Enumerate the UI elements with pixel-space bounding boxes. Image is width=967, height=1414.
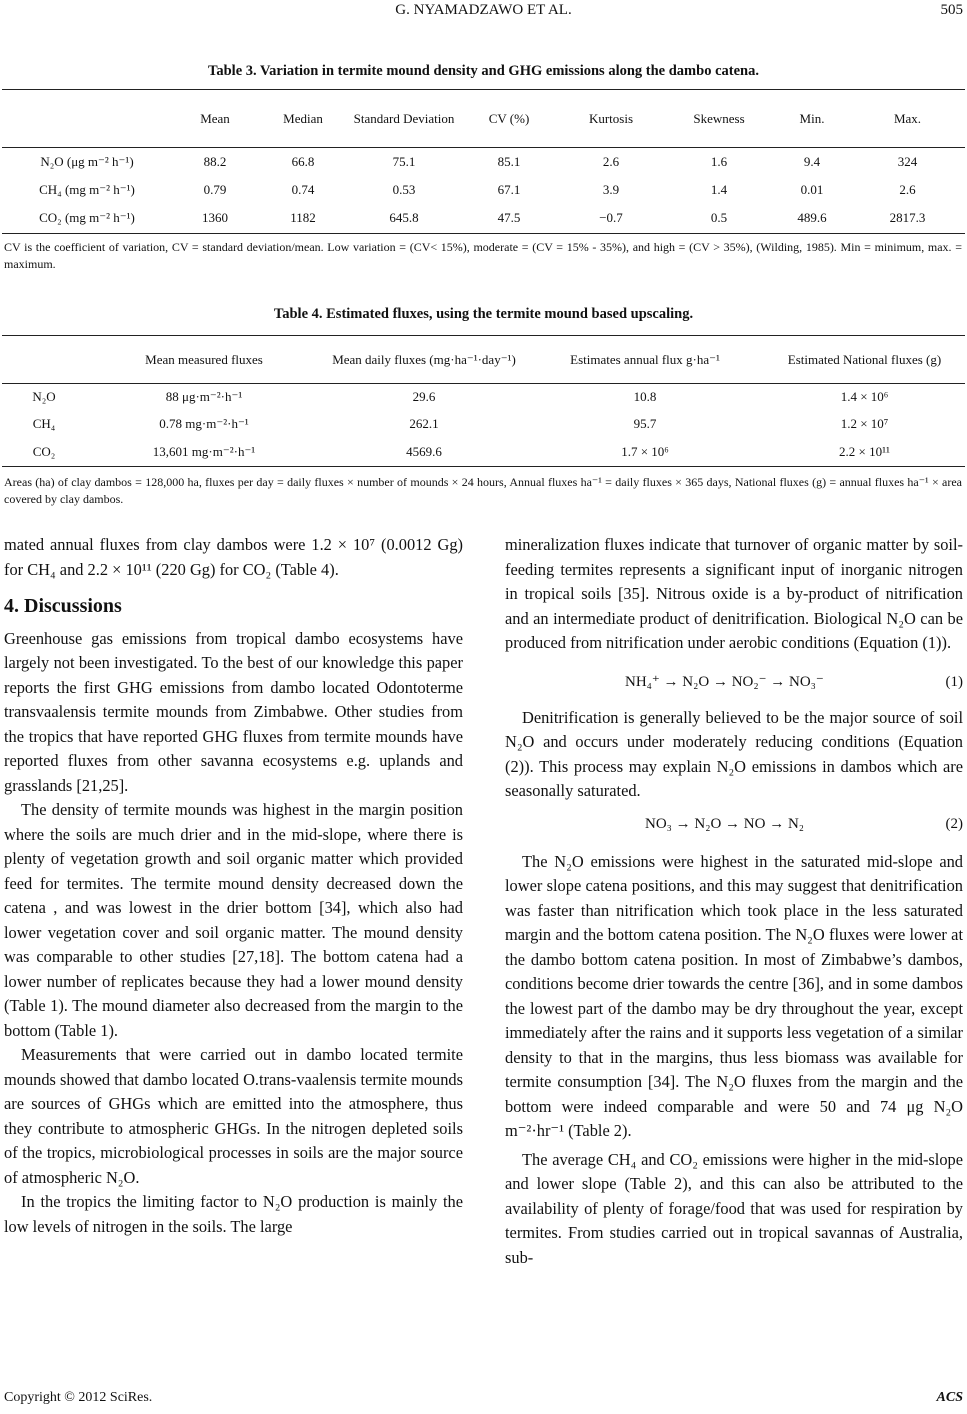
- table-cell: 0.53: [392, 181, 416, 197]
- row-label: CO₂ (mg m⁻² h⁻¹): [39, 210, 135, 226]
- table-cell: 1.6: [710, 153, 728, 169]
- table4-header-cell: Estimates annual flux g·ha⁻¹: [570, 351, 720, 367]
- equation-text: NO₃ → N₂O → NO → N₂: [645, 815, 805, 832]
- table3-header-cell: Max.: [893, 110, 922, 126]
- table4-header-cell: Mean measured fluxes: [145, 351, 263, 367]
- table-cell: 2.6: [602, 153, 620, 169]
- table-cell: 2.2 × 10¹¹: [839, 443, 890, 459]
- table3-header-cell: Kurtosis: [588, 110, 634, 126]
- paragraph: mated annual fluxes from clay dambos were 1.2 × 10⁷ (0.0012 Gg) for CH₄ and 2.2 × 10¹¹ (220 Gg) for CO₂ (Table 4).: [4, 535, 463, 579]
- table-row: [2, 411, 965, 438]
- table-cell: 1.7 × 10⁶: [621, 443, 669, 459]
- table-cell: 67.1: [497, 181, 521, 197]
- table-cell: 4569.6: [406, 443, 442, 459]
- table-cell: 9.4: [803, 153, 821, 169]
- paragraph: The average CH₄ and CO₂ emissions were higher in the mid-slope and lower slope (Table 2), and this can also be attributed to the availability of plenty of forage/food that was used for respiration by termites. From studies carried out in tropical savannas of Australia, sub-: [505, 1149, 963, 1267]
- paragraph: The N₂O emissions were highest in the saturated mid-slope and lower slope catena positions, and this may suggest that denitrification was faster than nitrification which took place in the less saturated margin and the bottom catena position. The N₂O fluxes were lower at the dambo bottom catena position. In most of Zimbabwe’s dambos, conditions become drier towards the centre [36], and in some dambos the lowest part of the dambo may be dry throughout the year, except immediately after the rains and it supports less vegetation of a similar density to that in the margins, thus less biomass was available for termite consumption [34]. The N₂O fluxes from the margin and the bottom were indeed comparable and were 50 and 74 μg N₂O m⁻²·hr⁻¹ (Table 2).: [505, 851, 963, 1140]
- table3-header-cell: Median: [283, 110, 323, 126]
- table-row: [2, 438, 965, 467]
- paragraph: The density of termite mounds was highest in the margin position where the soils are much drier and in the mid-slope, where there is plenty of vegetation growth and soil organic matter which provided feed for termites. The termite mound density decreased down the catena , and was lowest in the drier bottom [34], which also had lower vegetation cover and soil organic matter. The mound density was comparable to other studies [27,18]. The bottom catena had a lower number of replicates because they had a lower mound density (Table 1). The mound diameter also decreased from the margin to the bottom (Table 1).: [4, 800, 463, 1040]
- table-cell: 0.79: [203, 181, 227, 197]
- table-cell: 1.2 × 10⁷: [840, 416, 889, 431]
- table3-header-cell: Standard Deviation: [353, 110, 455, 126]
- table3-header-cell: CV (%): [488, 110, 530, 126]
- paragraph: mineralization fluxes indicate that turnover of organic matter by soil-feeding termites represents a significant input of inorganic nitrogen in tropical soils [35]. Nitrous oxide is a by-product of nitrification and an intermediate product of denitrification. Biological N₂O can be produced from nitrification under aerobic conditions (Equation (1)).: [505, 535, 963, 652]
- left-column: [4, 533, 463, 1239]
- paragraph: Denitrification is generally believed to be the major source of soil N₂O and occurs under moderately reducing conditions (Equation (2)). This process may explain N₂O emissions in dambos which are seasonally saturated.: [505, 707, 963, 800]
- table4-caption: Table 4. Estimated fluxes, using the termite mound based upscaling.: [273, 306, 694, 322]
- equation-2: [505, 804, 963, 850]
- table-cell: 88.2: [203, 153, 227, 169]
- paragraph: In the tropics the limiting factor to N₂O production is mainly the low levels of nitrogen in the soils. The large: [4, 1192, 463, 1236]
- right-column: [505, 533, 963, 1270]
- table3-header-cell: Skewness: [693, 110, 745, 126]
- table4-header-cell: Estimated National fluxes (g): [787, 351, 942, 367]
- table-cell: 13,601 mg·m⁻²·h⁻¹: [152, 443, 256, 459]
- table-cell: 0.78 mg·m⁻²·h⁻¹: [159, 416, 249, 431]
- table-cell: 2.6: [899, 181, 916, 197]
- table-cell: 47.5: [497, 210, 521, 226]
- table3: [2, 89, 965, 234]
- row-label: N₂O (μg m⁻² h⁻¹): [40, 153, 134, 169]
- paragraph: Measurements that were carried out in dambo located termite mounds showed that dambo located O.trans-vaalensis termite mounds are sources of GHGs which are emitted into the atmosphere, thus they contribute to atmospheric GHGs. In the nitrogen depleted soils of the tropics, microbiological processes in soils are the major source of atmospheric N₂O.: [4, 1045, 463, 1187]
- table-cell: 95.7: [633, 416, 657, 431]
- table-cell: 0.74: [291, 181, 315, 197]
- section-heading: 4. Discussions: [4, 595, 122, 617]
- table4-header-cell: [2, 336, 86, 384]
- table-cell: 489.6: [797, 210, 827, 226]
- table-cell: 262.1: [409, 416, 439, 431]
- table-row: [2, 148, 965, 176]
- copyright: Copyright © 2012 SciRes.: [4, 1390, 153, 1405]
- table3-caption: Table 3. Variation in termite mound density and GHG emissions along the dambo catena.: [208, 63, 759, 79]
- running-title: G. NYAMADZAWO ET AL.: [395, 2, 572, 18]
- table3-header-cell: Min.: [799, 110, 825, 126]
- table-cell: 1.4 × 10⁶: [840, 389, 889, 405]
- table-cell: 29.6: [412, 389, 436, 405]
- table-cell: 324: [897, 153, 918, 169]
- table4-note: Areas (ha) of clay dambos = 128,000 ha, fluxes per day = daily fluxes × number of mounds × 24 hours, Annual fluxes ha⁻¹ = daily fluxes × 365 days, National fluxes (g) = annual fluxes ha⁻¹ × area covered by clay dambos.: [4, 475, 962, 506]
- table-cell: 10.8: [633, 389, 657, 405]
- table-cell: 1.4: [710, 181, 728, 197]
- table-row: [2, 176, 965, 204]
- table-cell: 0.01: [800, 181, 824, 197]
- table-cell: 2817.3: [889, 210, 926, 226]
- table4-header-row: [2, 336, 965, 384]
- table-cell: 1360: [202, 210, 228, 226]
- table-cell: −0.7: [599, 210, 623, 226]
- table3-header-row: [2, 90, 965, 148]
- table3-header-cell: Mean: [200, 110, 230, 126]
- equation-number: (1): [945, 673, 963, 690]
- table3-note: CV is the coefficient of variation, CV = standard deviation/mean. Low variation = (CV< 15%), moderate = (CV = 15% - 35%), and high = (CV > 35%), (Wilding, 1985). Min = minimum, max. = maximum.: [4, 240, 962, 271]
- table-row: [2, 204, 965, 234]
- journal-abbrev: ACS: [936, 1390, 963, 1405]
- table-row: [2, 384, 965, 411]
- table-cell: 3.9: [602, 181, 620, 197]
- row-label: CH₄: [32, 416, 56, 431]
- table-cell: 66.8: [291, 153, 315, 169]
- table3-header-cell: [2, 90, 172, 148]
- equation-text: NH₄⁺ → N₂O → NO₂⁻ → NO₃⁻: [625, 673, 824, 690]
- table-cell: 88 μg·m⁻²·h⁻¹: [165, 389, 243, 405]
- table-cell: 645.8: [389, 210, 419, 226]
- row-label: CH₄ (mg m⁻² h⁻¹): [39, 181, 135, 197]
- table4-header-cell: Mean daily fluxes (mg·ha⁻¹·day⁻¹): [332, 351, 516, 367]
- paragraph: Greenhouse gas emissions from tropical dambo ecosystems have largely not been investigated. To the best of our knowledge this paper reports the first GHG emissions from dambo located Odontoterme transvaalensis termite mounds from Zimbabwe. Other studies from the tropics that have reported GHG fluxes from termite mounds have reported fluxes from other savanna ecosystems e.g. uplands and grasslands [21,25].: [4, 628, 463, 795]
- table-cell: 85.1: [497, 153, 521, 169]
- equation-number: (2): [945, 815, 963, 832]
- table4: [2, 335, 965, 467]
- row-label: N₂O: [32, 389, 56, 405]
- row-label: CO₂: [32, 443, 56, 459]
- page-number: 505: [940, 2, 963, 18]
- table-cell: 0.5: [710, 210, 728, 226]
- equation-1: [505, 660, 963, 706]
- table-cell: 1182: [290, 210, 316, 226]
- table-cell: 75.1: [392, 153, 416, 169]
